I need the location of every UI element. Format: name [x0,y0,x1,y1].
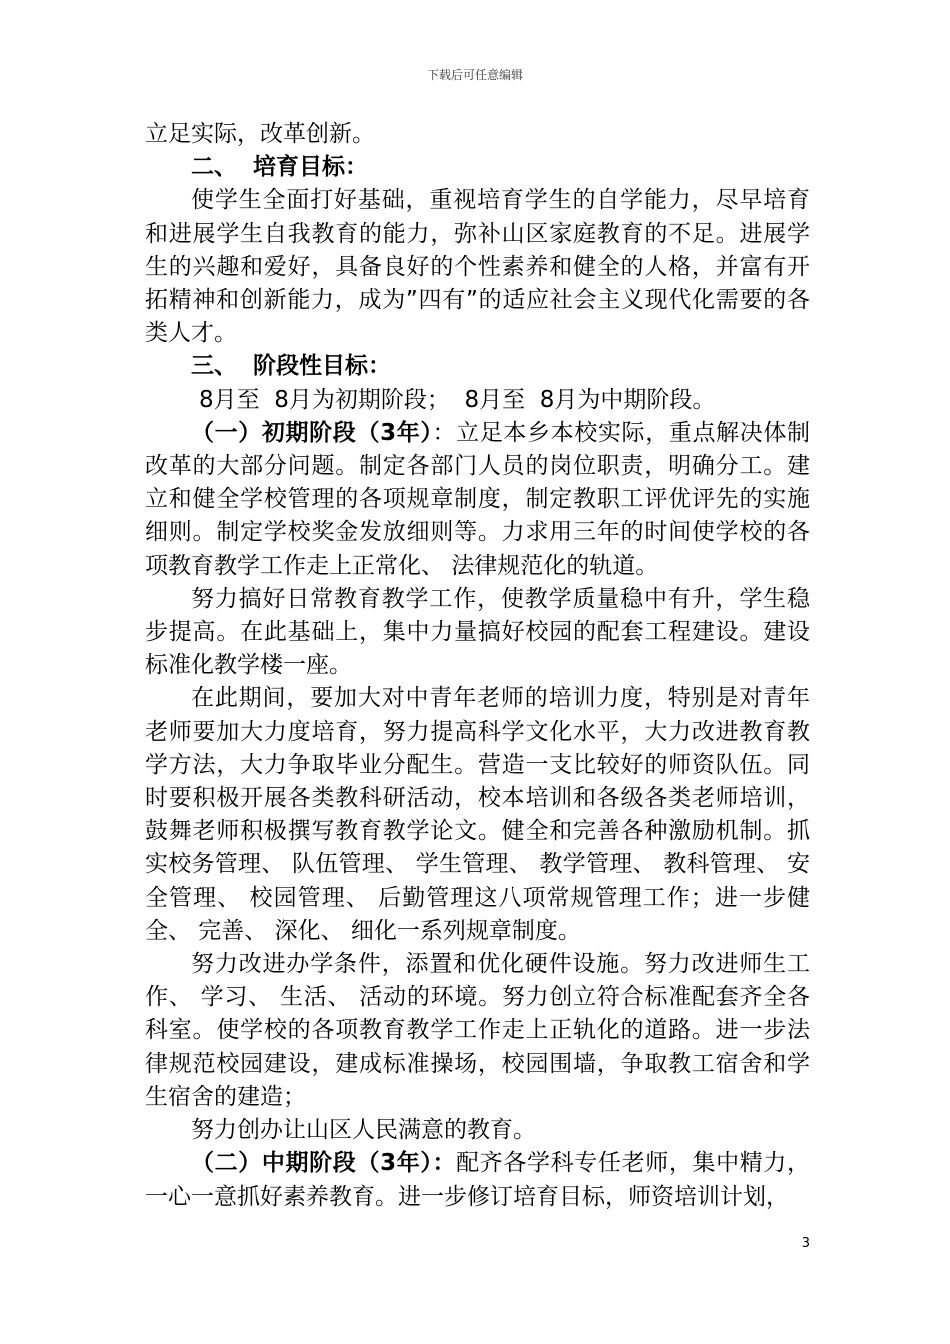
stage-label: （一）初期阶段（3年） [191,419,433,446]
paragraph: 在此期间，要加大对中青年老师的培训力度，特别是对青年老师要加大力度培育，努力提高科学文化水平，大力改进教育教学方法，大力争取毕业分配生。营造一支比较好的师资队伍。同时要积极开展各类教科研活动，校本培训和各级各类老师培训，鼓舞老师积极撰写教育教学论文。健全和完善各种激励机制。抓实校务管理、 队伍管理、 学生管理、 教学管理、 教科管理、 安全管理、 校园管理、 后勤管理这八项常规管理工作；进一步健全、 完善、 深化、 细化一系列规章制度。 [145,685,810,944]
stage-dates: 8月至 8月为初期阶段； 8月至 8月为中期阶段。 [199,386,716,413]
paragraph: 努力搞好日常教育教学工作，使教学质量稳中有升，学生稳步提高。在此基础上，集中力量搞好校园的配套工程建设。建设标准化教学楼一座。 [145,585,810,679]
paragraph: 立足实际，改革创新。 [145,121,375,147]
paragraph-initial-stage [145,417,810,583]
section-number: 三、 [191,353,237,380]
page-number: 3 [801,1236,810,1251]
section-heading-2 [145,151,810,184]
paragraph-middle-stage [145,1147,810,1213]
document-body [145,118,810,1214]
page-header: 下载后可任意编辑 [426,68,523,82]
section-number: 二、 [191,154,237,181]
paragraph: 使学生全面打好基础，重视培育学生的自学能力，尽早培育和进展学生自我教育的能力，弥补山区家庭教育的不足。进展学生的兴趣和爱好，具备良好的个性素养和健全的人格，并富有开拓精神和创新能力，成为”四有”的适应社会主义现代化需要的各类人才。 [145,187,810,347]
stage-label: （二）中期阶段（3年）： [191,1150,457,1177]
section-title: 阶段性目标： [253,353,391,380]
stage-text: 配齐各学科专任老师，集中精力，一心一意抓好素养教育。进一步修订培育目标，师资培训计划， [145,1150,811,1210]
section-heading-3 [145,350,810,383]
paragraph: 努力创办让山区人民满意的教育。 [191,1117,536,1144]
stage-text: ：立足本乡本校实际，重点解决体制改革的大部分问题。制定各部门人员的岗位职责，明确分工。建立和健全学校管理的各项规章制度，制定教职工评优评先的实施细则。制定学校奖金发放细则等。力求用三年的时间使学校的各项教育教学工作走上正常化、 法律规范化的轨道。 [145,419,810,579]
paragraph: 努力改进办学条件，添置和优化硬件设施。努力改进师生工作、 学习、 生活、 活动的环境。努力创立符合标准配套齐全各科室。使学校的各项教育教学工作走上正轨化的道路。进一步法律规范校园建设，建成标准操场，校园围墙，争取教工宿舍和学生宿舍的建造； [145,951,810,1110]
section-title: 培育目标： [253,154,368,181]
